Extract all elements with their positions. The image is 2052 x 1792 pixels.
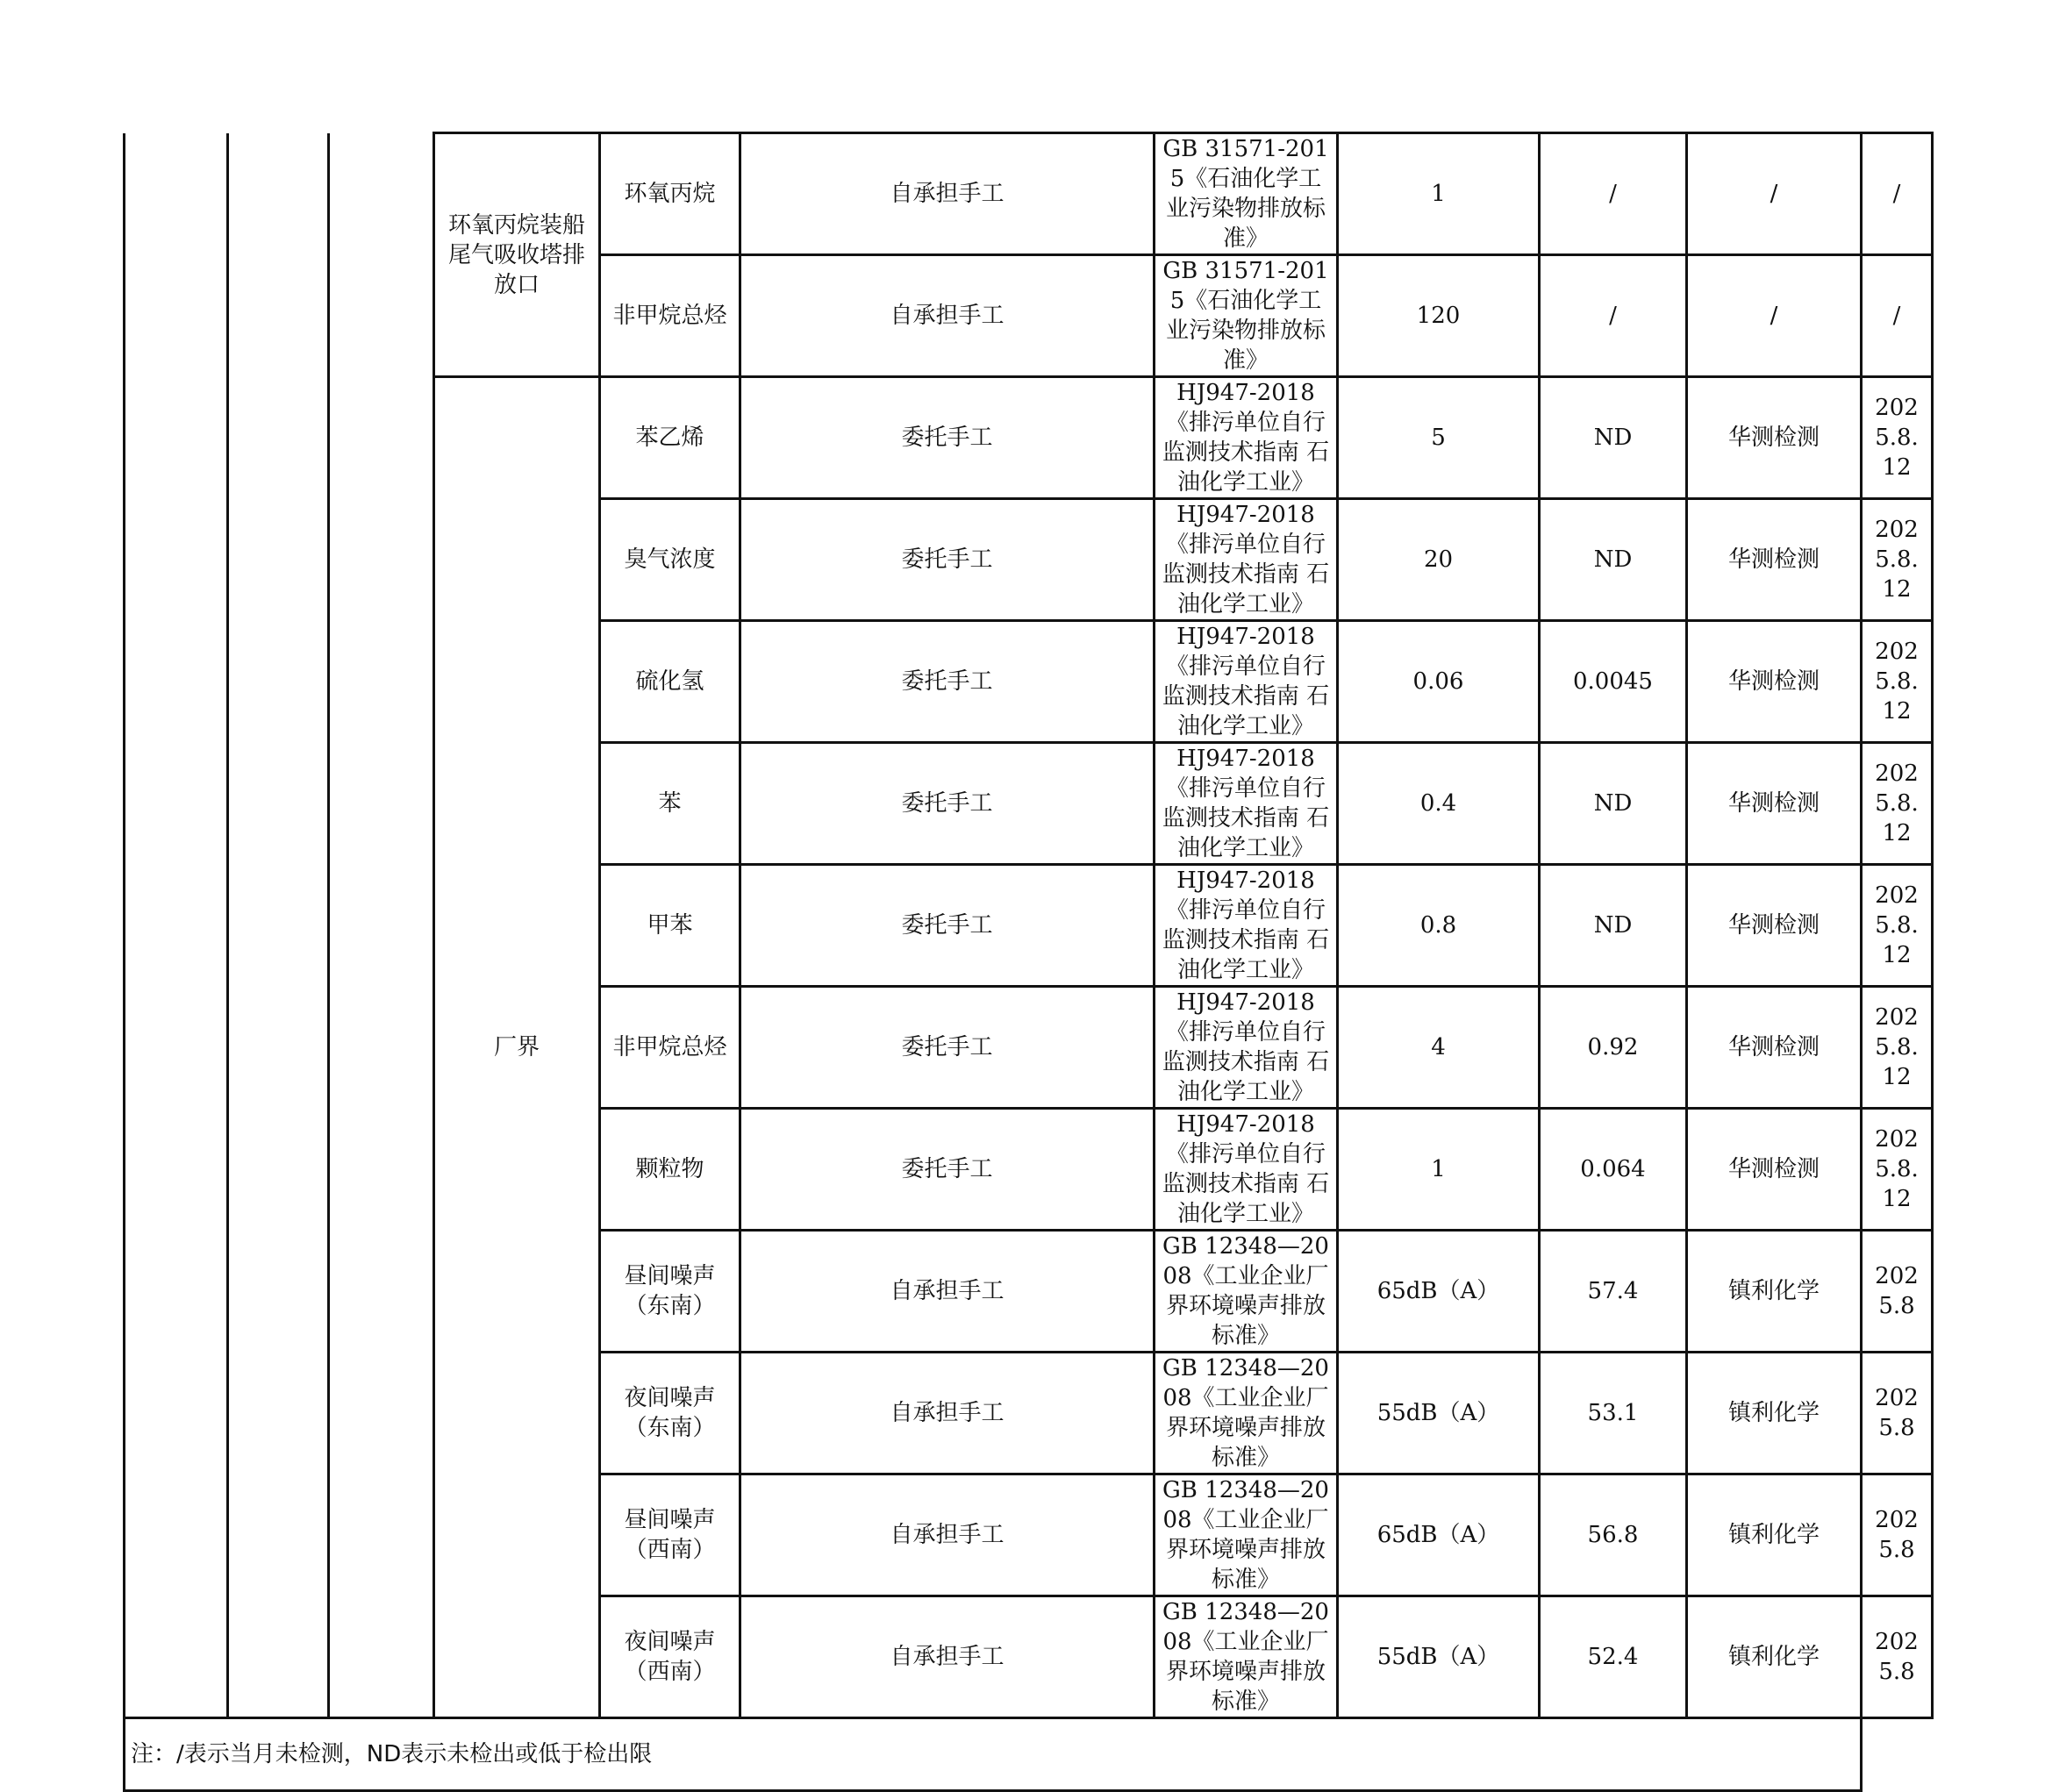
note-row [125,1718,1933,1791]
org-cell: 华测检测 [1687,499,1862,621]
limit-cell: 5 [1338,377,1540,499]
date-cell: 2025.8.12 [1862,987,1933,1109]
result-cell: ND [1540,377,1687,499]
limit-cell: 55dB（A） [1338,1596,1540,1718]
blank-col-b [228,133,329,1718]
limit-cell: 0.06 [1338,621,1540,743]
date-cell: 2025.8 [1862,1474,1933,1596]
item-cell: 昼间噪声（东南） [600,1231,740,1353]
method-cell: 自承担手工 [740,133,1155,255]
method-cell: 自承担手工 [740,1474,1155,1596]
result-cell: 52.4 [1540,1596,1687,1718]
result-cell: 53.1 [1540,1353,1687,1474]
method-cell: 委托手工 [740,865,1155,987]
item-cell: 非甲烷总烃 [600,255,740,377]
org-cell: 镇利化学 [1687,1596,1862,1718]
method-cell: 委托手工 [740,499,1155,621]
method-cell: 委托手工 [740,377,1155,499]
limit-cell: 120 [1338,255,1540,377]
limit-cell: 65dB（A） [1338,1474,1540,1596]
standard-cell: HJ947-2018 《排污单位自行监测技术指南 石油化学工业》 [1155,1109,1338,1231]
date-cell: 2025.8.12 [1862,499,1933,621]
blank-col-a [125,133,228,1718]
date-cell: 2025.8.12 [1862,621,1933,743]
date-cell: 2025.8.12 [1862,865,1933,987]
standard-cell: HJ947-2018 《排污单位自行监测技术指南 石油化学工业》 [1155,377,1338,499]
method-cell: 自承担手工 [740,1596,1155,1718]
table-body [125,133,1933,1791]
monitoring-table-page [123,132,1934,1767]
org-cell: 华测检测 [1687,743,1862,865]
item-cell: 夜间噪声（东南） [600,1353,740,1474]
org-cell: 华测检测 [1687,987,1862,1109]
date-cell: / [1862,133,1933,255]
standard-cell: GB 31571-2015《石油化学工业污染物排放标准》 [1155,133,1338,255]
standard-cell: HJ947-2018 《排污单位自行监测技术指南 石油化学工业》 [1155,621,1338,743]
date-cell: 2025.8.12 [1862,743,1933,865]
standard-cell: HJ947-2018 《排污单位自行监测技术指南 石油化学工业》 [1155,743,1338,865]
limit-cell: 0.4 [1338,743,1540,865]
date-cell: 2025.8.12 [1862,377,1933,499]
result-cell: 57.4 [1540,1231,1687,1353]
limit-cell: 1 [1338,133,1540,255]
blank-col-c [329,133,434,1718]
method-cell: 委托手工 [740,1109,1155,1231]
org-cell: / [1687,133,1862,255]
location-cell: 厂界 [434,377,600,1718]
limit-cell: 65dB（A） [1338,1231,1540,1353]
org-cell: 镇利化学 [1687,1231,1862,1353]
org-cell: 镇利化学 [1687,1353,1862,1474]
method-cell: 委托手工 [740,987,1155,1109]
result-cell: 0.92 [1540,987,1687,1109]
org-cell: 华测检测 [1687,1109,1862,1231]
org-cell: 华测检测 [1687,865,1862,987]
item-cell: 颗粒物 [600,1109,740,1231]
item-cell: 非甲烷总烃 [600,987,740,1109]
method-cell: 委托手工 [740,621,1155,743]
limit-cell: 4 [1338,987,1540,1109]
result-cell: ND [1540,865,1687,987]
item-cell: 甲苯 [600,865,740,987]
result-cell: ND [1540,499,1687,621]
standard-cell: GB 31571-2015《石油化学工业污染物排放标准》 [1155,255,1338,377]
monitoring-table [123,132,1934,1792]
location-cell: 环氧丙烷装船尾气吸收塔排放口 [434,133,600,377]
limit-cell: 0.8 [1338,865,1540,987]
item-cell: 臭气浓度 [600,499,740,621]
item-cell: 硫化氢 [600,621,740,743]
org-cell: 华测检测 [1687,377,1862,499]
item-cell: 夜间噪声（西南） [600,1596,740,1718]
table-row [125,133,1933,255]
date-cell: / [1862,255,1933,377]
method-cell: 委托手工 [740,743,1155,865]
standard-cell: HJ947-2018 《排污单位自行监测技术指南 石油化学工业》 [1155,987,1338,1109]
limit-cell: 1 [1338,1109,1540,1231]
date-cell: 2025.8 [1862,1231,1933,1353]
limit-cell: 20 [1338,499,1540,621]
item-cell: 昼间噪声（西南） [600,1474,740,1596]
standard-cell: GB 12348—2008《工业企业厂界环境噪声排放标准》 [1155,1596,1338,1718]
standard-cell: GB 12348—2008《工业企业厂界环境噪声排放标准》 [1155,1474,1338,1596]
standard-cell: GB 12348—2008《工业企业厂界环境噪声排放标准》 [1155,1353,1338,1474]
org-cell: 镇利化学 [1687,1474,1862,1596]
result-cell: / [1540,133,1687,255]
date-cell: 2025.8.12 [1862,1109,1933,1231]
standard-cell: HJ947-2018 《排污单位自行监测技术指南 石油化学工业》 [1155,865,1338,987]
result-cell: 56.8 [1540,1474,1687,1596]
method-cell: 自承担手工 [740,1231,1155,1353]
table-note: 注：/表示当月未检测，ND表示未检出或低于检出限 [125,1718,1862,1791]
standard-cell: HJ947-2018 《排污单位自行监测技术指南 石油化学工业》 [1155,499,1338,621]
method-cell: 自承担手工 [740,1353,1155,1474]
item-cell: 环氧丙烷 [600,133,740,255]
result-cell: ND [1540,743,1687,865]
result-cell: 0.064 [1540,1109,1687,1231]
item-cell: 苯 [600,743,740,865]
result-cell: / [1540,255,1687,377]
date-cell: 2025.8 [1862,1353,1933,1474]
date-cell: 2025.8 [1862,1596,1933,1718]
result-cell: 0.0045 [1540,621,1687,743]
standard-cell: GB 12348—2008《工业企业厂界环境噪声排放标准》 [1155,1231,1338,1353]
limit-cell: 55dB（A） [1338,1353,1540,1474]
item-cell: 苯乙烯 [600,377,740,499]
org-cell: / [1687,255,1862,377]
org-cell: 华测检测 [1687,621,1862,743]
method-cell: 自承担手工 [740,255,1155,377]
